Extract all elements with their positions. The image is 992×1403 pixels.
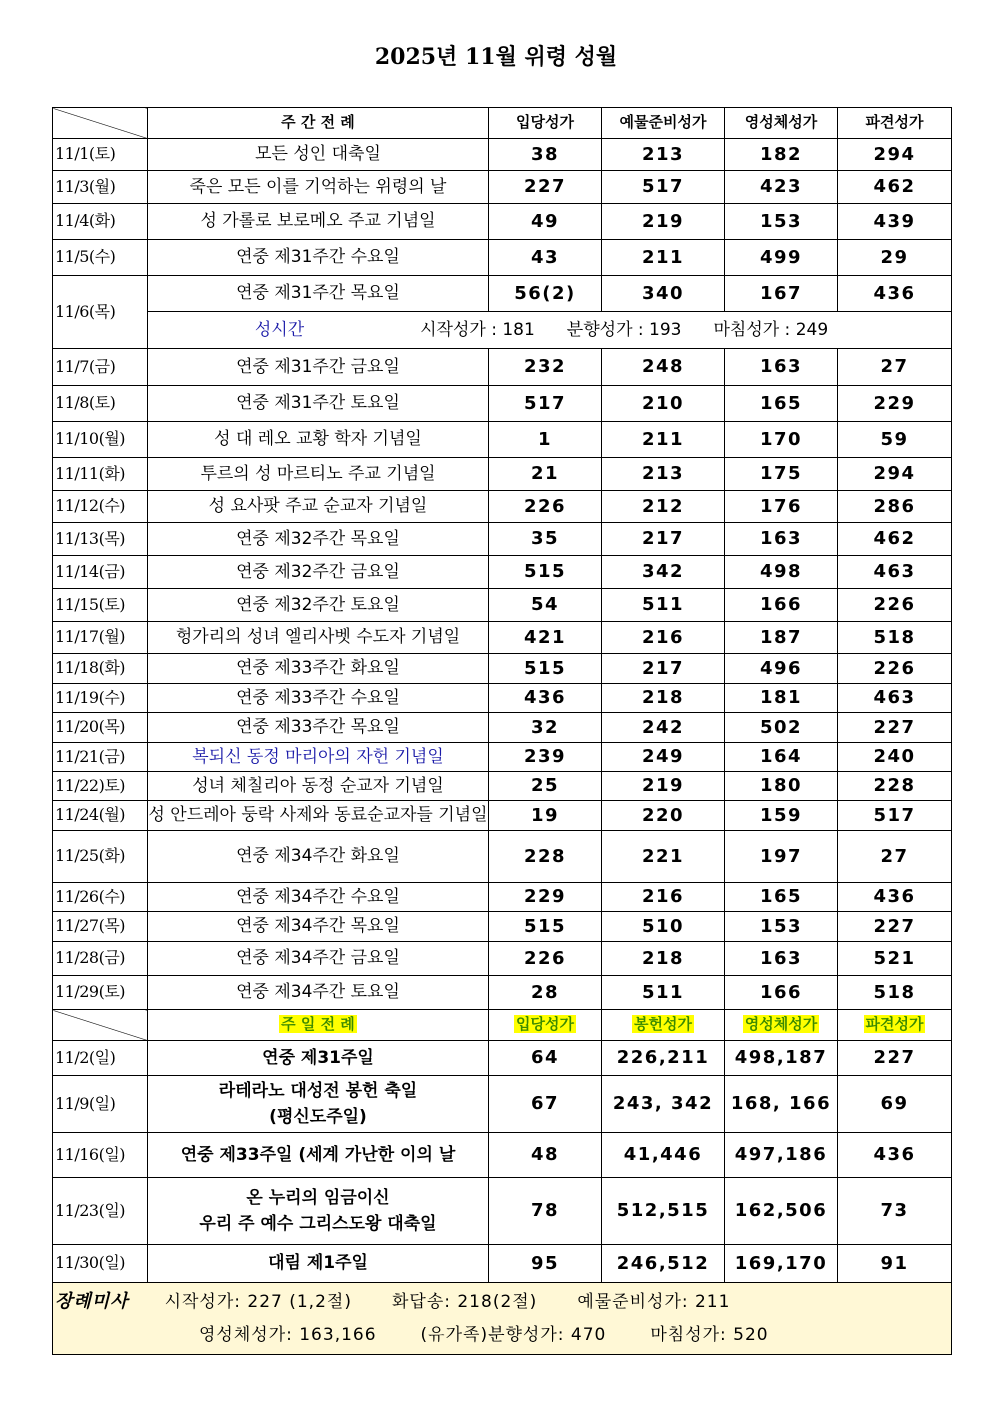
liturgy-title-line: 연중 제33주일 (세계 가난한 이의 날 <box>180 1144 456 1165</box>
date-cell: 11/23(일) <box>53 1178 148 1245</box>
hymn-number: 342 <box>602 556 725 589</box>
table-row <box>53 831 952 883</box>
hymn-number: 217 <box>602 523 725 556</box>
hymn-number: 78 <box>489 1178 602 1245</box>
table-row <box>53 139 952 171</box>
hymn-number: 226 <box>838 589 952 622</box>
funeral-item: 시작성가: 227 (1,2절) <box>164 1292 352 1313</box>
liturgy-title: 연중 제33주간 목요일 <box>148 713 489 743</box>
table-row <box>53 386 952 422</box>
hymn-number: 227 <box>838 713 952 743</box>
date-cell: 11/22)토) <box>53 772 148 801</box>
date-cell: 11/5(수) <box>53 240 148 276</box>
hymn-number: 499 <box>725 240 838 276</box>
header-title-text: 주 간 전 례 <box>281 113 355 132</box>
liturgy-title: 연중 제34주간 화요일 <box>148 831 489 883</box>
hymn-number: 439 <box>838 204 952 240</box>
hymn-number: 249 <box>602 743 725 772</box>
header-col-label: 파견성가 <box>865 1015 924 1034</box>
table-row <box>53 422 952 458</box>
liturgy-title: 죽은 모든 이를 기억하는 위령의 날 <box>148 171 489 204</box>
hymn-number: 56(2) <box>489 276 602 312</box>
liturgy-title-line: 연중 제31주일 <box>262 1047 374 1068</box>
hymn-number: 73 <box>838 1178 952 1245</box>
date-cell: 11/21(금) <box>53 743 148 772</box>
header-col <box>602 108 725 139</box>
date-cell: 11/25(화) <box>53 831 148 883</box>
hymn-number: 497,186 <box>725 1133 838 1178</box>
hymn-number: 67 <box>489 1076 602 1133</box>
header-col-label: 영성체성가 <box>744 113 818 132</box>
hymn-number: 59 <box>838 422 952 458</box>
hymn-number: 217 <box>602 654 725 684</box>
liturgy-title: 성 요사팟 주교 순교자 기념일 <box>148 491 489 523</box>
liturgy-title-line: 대림 제1주일 <box>268 1253 368 1274</box>
liturgy-title: 성 가롤로 보로메오 주교 기념일 <box>148 204 489 240</box>
hymn-number: 511 <box>602 589 725 622</box>
hymn-number: 213 <box>602 139 725 171</box>
hymn-number: 38 <box>489 139 602 171</box>
date-cell: 11/8(토) <box>53 386 148 422</box>
date-cell: 11/19(수) <box>53 684 148 713</box>
diagonal-corner-cell <box>53 1010 148 1041</box>
table-row <box>53 204 952 240</box>
hymn-number: 239 <box>489 743 602 772</box>
hymn-number: 227 <box>838 1041 952 1076</box>
hymn-number: 176 <box>725 491 838 523</box>
table-row <box>53 458 952 491</box>
hymn-number: 502 <box>725 713 838 743</box>
date-cell: 11/7(금) <box>53 349 148 386</box>
funeral-item: 영성체성가: 163,166 <box>199 1325 377 1346</box>
hymn-number: 226 <box>838 654 952 684</box>
hymn-number: 166 <box>725 589 838 622</box>
hymn-number: 175 <box>725 458 838 491</box>
liturgy-title: 모든 성인 대축일 <box>148 139 489 171</box>
hymn-number: 166 <box>725 976 838 1010</box>
date-cell: 11/16(일) <box>53 1133 148 1178</box>
hymn-number: 498,187 <box>725 1041 838 1076</box>
hymn-number: 212 <box>602 491 725 523</box>
funeral-item: 예물준비성가: 211 <box>577 1292 731 1313</box>
hymn-number: 511 <box>602 976 725 1010</box>
hymn-number: 159 <box>725 801 838 831</box>
hymn-number: 218 <box>602 942 725 976</box>
funeral-item: 마침성가: 520 <box>650 1325 769 1346</box>
holy-hour-label: 성시간 <box>254 319 305 340</box>
date-cell: 11/18(화) <box>53 654 148 684</box>
header-col <box>838 108 952 139</box>
liturgy-title: 연중 제33주간 수요일 <box>148 684 489 713</box>
hymn-number: 187 <box>725 622 838 654</box>
hymn-number: 517 <box>489 386 602 422</box>
liturgy-title <box>148 1076 489 1133</box>
hymn-number: 226,211 <box>602 1041 725 1076</box>
date-cell: 11/13(목) <box>53 523 148 556</box>
hymn-number: 163 <box>725 523 838 556</box>
liturgy-title: 복되신 동정 마리아의 자헌 기념일 <box>148 743 489 772</box>
hymn-number: 229 <box>838 386 952 422</box>
header-title <box>148 1010 489 1041</box>
hymn-number: 228 <box>838 772 952 801</box>
hymn-number: 242 <box>602 713 725 743</box>
date-cell: 11/11(화) <box>53 458 148 491</box>
hymn-number: 43 <box>489 240 602 276</box>
hymn-number: 163 <box>725 942 838 976</box>
hymn-number: 162,506 <box>725 1178 838 1245</box>
hymn-number: 226 <box>489 942 602 976</box>
date-cell: 11/29(토) <box>53 976 148 1010</box>
hymn-number: 48 <box>489 1133 602 1178</box>
header-col-label: 예물준비성가 <box>619 113 707 132</box>
liturgy-title: 투르의 성 마르티노 주교 기념일 <box>148 458 489 491</box>
liturgy-title: 연중 제34주간 수요일 <box>148 883 489 912</box>
hymn-number: 229 <box>489 883 602 912</box>
hymn-number: 515 <box>489 654 602 684</box>
hymn-number: 517 <box>602 171 725 204</box>
hymn-number: 29 <box>838 240 952 276</box>
funeral-label: 장례미사 <box>55 1291 129 1313</box>
sunday_header <box>53 1010 952 1041</box>
hymn-number: 510 <box>602 912 725 942</box>
hymn-number: 54 <box>489 589 602 622</box>
liturgy-title: 연중 제31주간 토요일 <box>148 386 489 422</box>
hymn-number: 28 <box>489 976 602 1010</box>
holy-hour-item: 시작성가 : 181 <box>420 319 535 340</box>
hymn-number: 227 <box>489 171 602 204</box>
hymn-number: 218 <box>602 684 725 713</box>
hymn-number: 248 <box>602 349 725 386</box>
liturgy-title: 성 안드레아 둥락 사제와 동료순교자들 기념일 <box>148 801 489 831</box>
hymn-number: 95 <box>489 1245 602 1283</box>
liturgy-title-line: 온 누리의 임금이신 <box>246 1187 390 1208</box>
hymn-number: 423 <box>725 171 838 204</box>
header-col <box>489 108 602 139</box>
hymn-number: 512,515 <box>602 1178 725 1245</box>
sunday-row <box>53 1178 952 1245</box>
hymn-number: 294 <box>838 458 952 491</box>
header-col <box>725 1010 838 1041</box>
hymn-number: 41,446 <box>602 1133 725 1178</box>
sunday-row <box>53 1133 952 1178</box>
holy-hour-item: 분향성가 : 193 <box>566 319 682 340</box>
hymn-number: 228 <box>489 831 602 883</box>
table-row <box>53 772 952 801</box>
date-cell: 11/12(수) <box>53 491 148 523</box>
hymn-number: 462 <box>838 171 952 204</box>
date-cell: 11/9(일) <box>53 1076 148 1133</box>
hymn-number: 170 <box>725 422 838 458</box>
hymn-number: 226 <box>489 491 602 523</box>
table-row <box>53 556 952 589</box>
liturgy-title: 연중 제32주간 토요일 <box>148 589 489 622</box>
liturgy-title: 연중 제33주간 화요일 <box>148 654 489 684</box>
hymn-number: 168, 166 <box>725 1076 838 1133</box>
date-cell: 11/26(수) <box>53 883 148 912</box>
hymn-number: 49 <box>489 204 602 240</box>
table-row <box>53 349 952 386</box>
hymn-number: 165 <box>725 883 838 912</box>
hymn-number: 167 <box>725 276 838 312</box>
table-row <box>53 240 952 276</box>
liturgy-title-line: 라테라노 대성전 봉헌 축일 <box>218 1080 418 1101</box>
date-cell: 11/4(화) <box>53 204 148 240</box>
hymn-number: 421 <box>489 622 602 654</box>
hymn-number: 220 <box>602 801 725 831</box>
hymn-number: 19 <box>489 801 602 831</box>
header-col <box>489 1010 602 1041</box>
date-cell: 11/15(토) <box>53 589 148 622</box>
liturgy-title: 연중 제31주간 목요일 <box>148 276 489 312</box>
liturgy-title: 연중 제32주간 목요일 <box>148 523 489 556</box>
table-row <box>53 684 952 713</box>
hymn-number: 436 <box>838 276 952 312</box>
table-row <box>53 523 952 556</box>
hymn-number: 436 <box>489 684 602 713</box>
hymn-number: 213 <box>602 458 725 491</box>
liturgy-title <box>148 1133 489 1178</box>
hymn-number: 91 <box>838 1245 952 1283</box>
header-col <box>838 1010 952 1041</box>
header-title-text: 주 일 전 례 <box>281 1015 355 1034</box>
hymn-number: 27 <box>838 831 952 883</box>
holy-hour-cell <box>148 312 952 349</box>
date-cell: 11/3(월) <box>53 171 148 204</box>
funeral-mass-row <box>53 1283 952 1355</box>
hymn-number: 164 <box>725 743 838 772</box>
liturgy-title: 연중 제34주간 금요일 <box>148 942 489 976</box>
liturgy-title <box>148 1245 489 1283</box>
liturgy-title: 연중 제32주간 금요일 <box>148 556 489 589</box>
hymn-number: 35 <box>489 523 602 556</box>
liturgy-title-line: 우리 주 예수 그리스도왕 대축일 <box>199 1214 437 1234</box>
hymn-number: 496 <box>725 654 838 684</box>
diagonal-corner-cell <box>53 108 148 139</box>
header-col-label: 입당성가 <box>516 113 574 132</box>
hymn-number: 64 <box>489 1041 602 1076</box>
hymn-number: 163 <box>725 349 838 386</box>
hymn-number: 243, 342 <box>602 1076 725 1133</box>
hymn-number: 216 <box>602 883 725 912</box>
hymn-number: 517 <box>838 801 952 831</box>
hymn-number: 25 <box>489 772 602 801</box>
hymn-number: 27 <box>838 349 952 386</box>
hymn-number: 219 <box>602 772 725 801</box>
liturgy-title: 연중 제34주간 목요일 <box>148 912 489 942</box>
hymn-number: 240 <box>838 743 952 772</box>
liturgy-title: 연중 제31주간 수요일 <box>148 240 489 276</box>
holy-hour-row <box>53 312 952 349</box>
liturgy-title: 성녀 체칠리아 동정 순교자 기념일 <box>148 772 489 801</box>
sunday-row <box>53 1245 952 1283</box>
hymn-number: 294 <box>838 139 952 171</box>
hymn-number: 436 <box>838 883 952 912</box>
hymn-number: 210 <box>602 386 725 422</box>
hymn-number: 165 <box>725 386 838 422</box>
table-row <box>53 276 952 312</box>
hymn-number: 518 <box>838 622 952 654</box>
table-row <box>53 622 952 654</box>
hymn-number: 211 <box>602 422 725 458</box>
hymn-number: 180 <box>725 772 838 801</box>
holy-hour-item: 마침성가 : 249 <box>713 319 829 340</box>
date-cell: 11/27(목) <box>53 912 148 942</box>
hymn-number: 221 <box>602 831 725 883</box>
hymn-number: 1 <box>489 422 602 458</box>
hymn-number: 515 <box>489 912 602 942</box>
date-cell: 11/1(토) <box>53 139 148 171</box>
date-cell: 11/10(월) <box>53 422 148 458</box>
hymn-number: 21 <box>489 458 602 491</box>
table-row <box>53 942 952 976</box>
header-col-label: 파견성가 <box>865 113 924 132</box>
hymn-number: 211 <box>602 240 725 276</box>
hymn-number: 246,512 <box>602 1245 725 1283</box>
sunday-row <box>53 1041 952 1076</box>
header-title <box>148 108 489 139</box>
funeral-item: (유가족)분향성가: 470 <box>420 1325 607 1346</box>
hymn-number: 463 <box>838 684 952 713</box>
liturgy-title: 성 대 레오 교황 학자 기념일 <box>148 422 489 458</box>
page-title: 2025년 11월 위령 성월 <box>374 44 618 70</box>
date-cell: 11/6(목) <box>53 276 148 349</box>
weekday_header <box>53 108 952 139</box>
hymn-number: 219 <box>602 204 725 240</box>
header-col <box>602 1010 725 1041</box>
hymn-number: 182 <box>725 139 838 171</box>
header-col-label: 영성체성가 <box>744 1015 818 1034</box>
hymn-number: 518 <box>838 976 952 1010</box>
hymn-number: 169,170 <box>725 1245 838 1283</box>
hymn-number: 69 <box>838 1076 952 1133</box>
hymn-number: 153 <box>725 912 838 942</box>
header-col <box>725 108 838 139</box>
schedule-table <box>52 107 952 1355</box>
hymn-number: 436 <box>838 1133 952 1178</box>
hymn-number: 515 <box>489 556 602 589</box>
header-col-label: 입당성가 <box>516 1015 574 1034</box>
date-cell: 11/30(일) <box>53 1245 148 1283</box>
hymn-number: 216 <box>602 622 725 654</box>
date-cell: 11/17(월) <box>53 622 148 654</box>
hymn-number: 232 <box>489 349 602 386</box>
table-row <box>53 491 952 523</box>
table-row <box>53 883 952 912</box>
date-cell: 11/24(월) <box>53 801 148 831</box>
hymn-number: 340 <box>602 276 725 312</box>
date-cell: 11/28(금) <box>53 942 148 976</box>
hymn-number: 227 <box>838 912 952 942</box>
table-row <box>53 713 952 743</box>
table-row <box>53 654 952 684</box>
table-row <box>53 589 952 622</box>
table-row <box>53 171 952 204</box>
funeral-mass-cell <box>53 1283 952 1355</box>
hymn-number: 197 <box>725 831 838 883</box>
hymn-number: 462 <box>838 523 952 556</box>
hymn-number: 521 <box>838 942 952 976</box>
funeral-item: 화답송: 218(2절) <box>391 1292 538 1313</box>
liturgy-title: 연중 제34주간 토요일 <box>148 976 489 1010</box>
liturgy-title-line: (평신도주일) <box>269 1107 367 1127</box>
hymn-number: 181 <box>725 684 838 713</box>
hymn-number: 32 <box>489 713 602 743</box>
liturgy-title <box>148 1178 489 1245</box>
header-col-label: 봉헌성가 <box>634 1015 692 1034</box>
table-row <box>53 743 952 772</box>
date-cell: 11/2(일) <box>53 1041 148 1076</box>
date-cell: 11/14(금) <box>53 556 148 589</box>
date-cell: 11/20(목) <box>53 713 148 743</box>
hymn-number: 286 <box>838 491 952 523</box>
table-row <box>53 801 952 831</box>
sunday-row <box>53 1076 952 1133</box>
table-row <box>53 976 952 1010</box>
liturgy-title: 헝가리의 성녀 엘리사벳 수도자 기념일 <box>148 622 489 654</box>
hymn-number: 463 <box>838 556 952 589</box>
liturgy-title: 연중 제31주간 금요일 <box>148 349 489 386</box>
hymn-number: 153 <box>725 204 838 240</box>
liturgy-title <box>148 1041 489 1076</box>
table-row <box>53 912 952 942</box>
hymn-number: 498 <box>725 556 838 589</box>
